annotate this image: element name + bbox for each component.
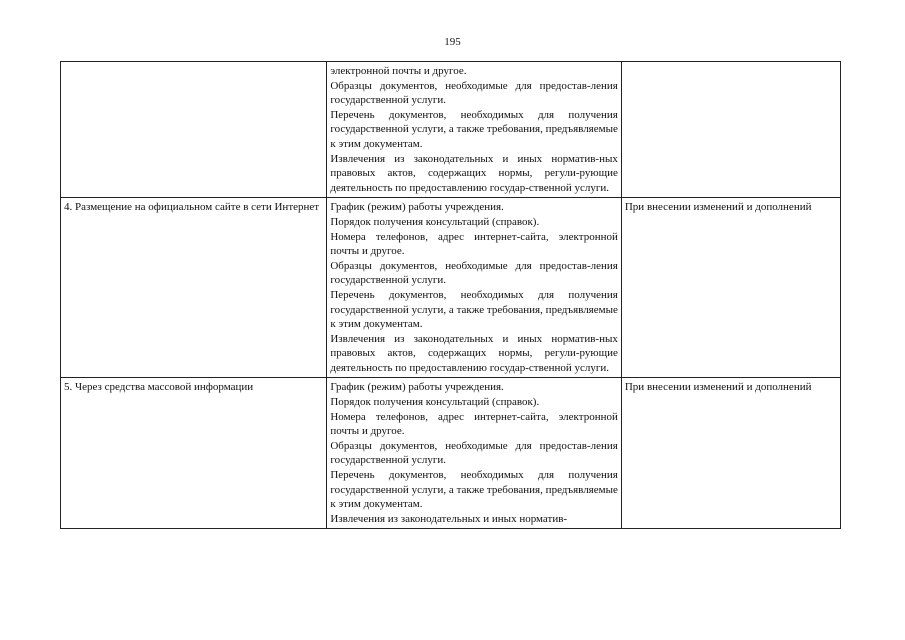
method-cell — [61, 62, 327, 198]
content-line: Извлечения из законодательных и иных норматив-ных правовых актов, содержащих нормы, регули-рующие деятельность по предоставлению государ-ственной услуги. — [330, 152, 618, 194]
content-cell — [327, 62, 622, 198]
content-line: Образцы документов, необходимые для предостав-ления государственной услуги. — [330, 79, 618, 107]
content-cell — [327, 198, 622, 378]
frequency-cell — [621, 378, 840, 529]
frequency-text: При внесении изменений и дополнений — [624, 201, 812, 214]
content-line: Номера телефонов, адрес интернет-сайта, электронной почты и другое. — [330, 230, 618, 258]
content-line: Образцы документов, необходимые для предостав-ления государственной услуги. — [330, 259, 618, 287]
table-row — [61, 62, 841, 198]
content-line: График (режим) работы учреждения. — [330, 381, 504, 394]
page-number: 195 — [444, 36, 461, 48]
method-text: 5. Через средства массовой информации — [64, 381, 254, 394]
content-line: Перечень документов, необходимых для получения государственной услуги, а также требования, предъявляемые к этим документам. — [330, 469, 618, 511]
content-line: Номера телефонов, адрес интернет-сайта, электронной почты и другое. — [330, 410, 618, 438]
table-row — [61, 378, 841, 529]
info-table — [60, 61, 841, 529]
content-line: электронной почты и другое. — [330, 65, 467, 77]
frequency-cell — [621, 198, 840, 378]
content-line: Извлечения из законодательных и иных норматив-ных правовых актов, содержащих нормы, регули-рующие деятельность по предоставлению государ-ственной услуги. — [330, 332, 618, 374]
table-row — [61, 198, 841, 378]
content-line: Образцы документов, необходимые для предостав-ления государственной услуги. — [330, 439, 618, 467]
content-line: Перечень документов, необходимых для получения государственной услуги, а также требования, предъявляемые к этим документам. — [330, 108, 618, 150]
frequency-text: При внесении изменений и дополнений — [624, 381, 812, 394]
content-line: Извлечения из законодательных и иных норматив- — [330, 512, 568, 525]
content-line: Перечень документов, необходимых для получения государственной услуги, а также требования, предъявляемые к этим документам. — [330, 288, 618, 331]
method-cell — [61, 378, 327, 529]
method-text: 4. Размещение на официальном сайте в сети Интернет — [64, 201, 320, 214]
content-cell — [327, 378, 622, 529]
content-line: Порядок получения консультаций (справок). — [330, 396, 540, 409]
method-cell — [61, 198, 327, 378]
content-line: Порядок получения консультаций (справок). — [330, 215, 540, 228]
frequency-cell — [621, 62, 840, 198]
content-line: График (режим) работы учреждения. — [330, 201, 504, 214]
